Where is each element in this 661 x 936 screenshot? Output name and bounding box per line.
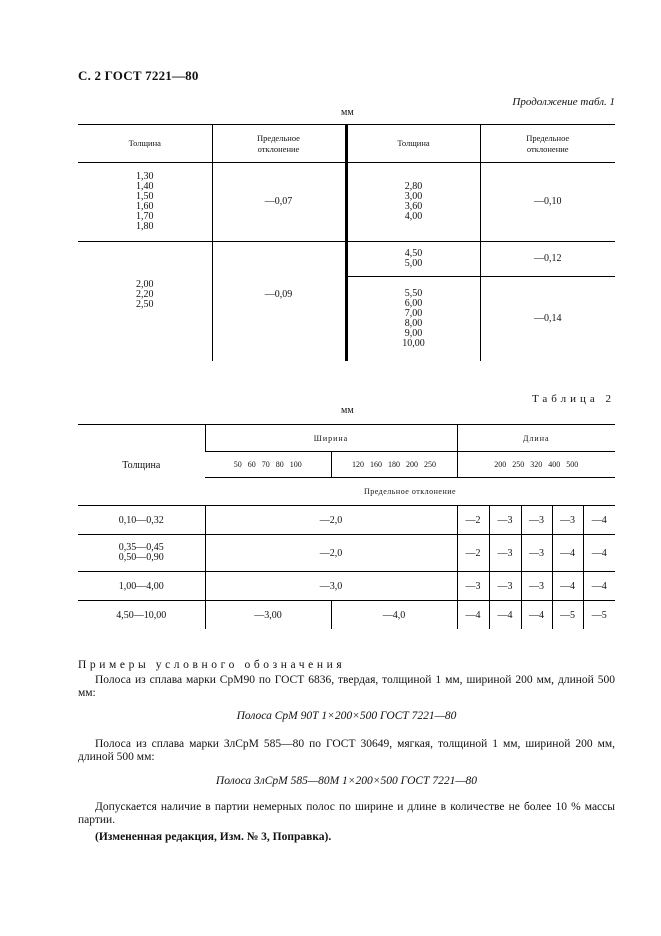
t1-right-deviation-group-1: —0,10 <box>480 163 615 242</box>
table1-unit: мм <box>341 107 354 118</box>
t2-length-deviation: —3 <box>552 506 583 535</box>
table-row <box>78 601 615 630</box>
table-row <box>78 163 615 242</box>
t2-length-values: 200 250 320 400 500 <box>457 452 615 478</box>
t2-length-deviation: —4 <box>583 535 615 572</box>
table1-header-row <box>78 125 615 163</box>
thickness-value: 6,00 <box>404 298 423 309</box>
t2-width-deviation: —3,0 <box>205 572 457 601</box>
page-header: С. 2 ГОСТ 7221—80 <box>78 68 199 83</box>
t2-width-deviation: —2,0 <box>205 535 457 572</box>
thickness-value: 1,80 <box>136 221 154 232</box>
t2-width-deviation: —2,0 <box>205 506 457 535</box>
t2-length-deviation: —3 <box>521 572 552 601</box>
t2-header-width: Ширина <box>205 425 457 452</box>
example-paragraph-1: Полоса из сплава марки СрМ90 по ГОСТ 6836, твердая, толщиной 1 мм, шириной 200 мм, длиной 500 мм: <box>78 674 615 699</box>
thickness-value: 2,80 <box>404 181 423 192</box>
t1-left-thickness-group-1 <box>78 163 212 242</box>
table-row <box>78 535 615 572</box>
thickness-value: 7,00 <box>404 308 423 319</box>
table2 <box>78 424 615 629</box>
table2-header-row-1 <box>78 425 615 452</box>
thickness-value: 1,30 <box>136 171 154 182</box>
t1-header-deviation-right: Предельное отклонение <box>480 125 615 163</box>
thickness-value: 2,20 <box>136 289 154 300</box>
thickness-value: 3,60 <box>404 201 423 212</box>
t1-right-thickness-group-2 <box>346 242 480 277</box>
t1-header-deviation-left: Предельное отклонение <box>212 125 346 163</box>
t2-length-deviation: —2 <box>457 535 489 572</box>
example-paragraph-2: Полоса из сплава марки ЗлСрМ 585—80 по ГОСТ 30649, мягкая, толщиной 1 мм, шириной 200 мм, длиной 500 мм: <box>78 738 615 763</box>
t2-length-deviation: —3 <box>489 506 521 535</box>
table-row <box>78 506 615 535</box>
table2-unit: мм <box>341 405 354 416</box>
thickness-value: 3,00 <box>404 191 423 202</box>
t1-header-thickness-right: Толщина <box>346 125 480 163</box>
t2-length-deviation: —3 <box>457 572 489 601</box>
table2-caption: Таблица 2 <box>531 393 615 405</box>
thickness-value: 2,50 <box>136 299 154 310</box>
thickness-value: 10,00 <box>402 338 425 349</box>
t2-header-thickness: Толщина <box>78 425 205 506</box>
t2-thickness: 4,50—10,00 <box>78 601 205 630</box>
t2-width-values-a: 50 60 70 80 100 <box>205 452 331 478</box>
t1-right-deviation-group-3: —0,14 <box>534 313 562 324</box>
thickness-value: 1,50 <box>136 191 154 202</box>
t1-right-thickness-group-1 <box>346 163 480 242</box>
table-row <box>78 242 615 277</box>
thickness-value: 4,00 <box>404 211 423 222</box>
examples-heading: Примеры условного обозначения <box>78 659 346 671</box>
thickness-value: 5,00 <box>404 258 423 269</box>
t2-length-deviation: —4 <box>552 535 583 572</box>
t2-length-deviation: —4 <box>583 506 615 535</box>
table1-caption: Продолжение табл. 1 <box>512 96 615 108</box>
t2-thickness: 1,00—4,00 <box>78 572 205 601</box>
t2-width-deviation: —4,0 <box>331 601 457 630</box>
thickness-value: 1,40 <box>136 181 154 192</box>
thickness-value: 2,00 <box>136 279 154 290</box>
t1-left-deviation-group-2: —0,09 <box>212 242 346 362</box>
t2-length-deviation: —5 <box>552 601 583 630</box>
t2-length-deviation: —4 <box>489 601 521 630</box>
amendment-note: (Измененная редакция, Изм. № 3, Поправка). <box>95 831 332 843</box>
t2-length-deviation: —3 <box>521 506 552 535</box>
t2-width-deviation: —3,00 <box>205 601 331 630</box>
t2-length-deviation: —4 <box>457 601 489 630</box>
t2-length-deviation: —4 <box>552 572 583 601</box>
tolerance-note: Допускается наличие в партии немерных полос по ширине и длине в количестве не более 10 % массы партии. <box>78 801 615 826</box>
t2-length-deviation: —4 <box>521 601 552 630</box>
t2-thickness: 0,10—0,32 <box>78 506 205 535</box>
t2-length-deviation: —3 <box>489 535 521 572</box>
t2-header-length: Длина <box>457 425 615 452</box>
table-row <box>78 572 615 601</box>
t2-length-deviation: —3 <box>489 572 521 601</box>
t2-length-deviation: —5 <box>583 601 615 630</box>
designation-formula-1: Полоса СрМ 90Т 1×200×500 ГОСТ 7221—80 <box>236 710 457 722</box>
t1-left-deviation-group-1: —0,07 <box>212 163 346 242</box>
thickness-value: 1,70 <box>136 211 154 222</box>
t2-width-values-b: 120 160 180 200 250 <box>331 452 457 478</box>
t1-right-thickness-group-3 <box>346 277 480 362</box>
t2-length-deviation: —3 <box>521 535 552 572</box>
designation-formula-2: Полоса ЗлСрМ 585—80М 1×200×500 ГОСТ 7221—80 <box>215 775 478 787</box>
t1-right-deviation-group-2: —0,12 <box>480 242 615 277</box>
t1-left-thickness-group-2 <box>78 242 212 362</box>
thickness-value: 1,60 <box>136 201 154 212</box>
thickness-value: 5,50 <box>404 288 423 299</box>
thickness-value: 4,50 <box>404 248 423 259</box>
t2-length-deviation: —4 <box>583 572 615 601</box>
t2-thickness: 0,35—0,45 0,50—0,90 <box>78 535 205 572</box>
thickness-value: 8,00 <box>404 318 423 329</box>
t1-header-thickness-left: Толщина <box>78 125 212 163</box>
thickness-value: 9,00 <box>404 328 423 339</box>
t2-length-deviation: —2 <box>457 506 489 535</box>
t2-deviation-header: Предельное отклонение <box>205 478 615 506</box>
table1 <box>78 124 615 361</box>
